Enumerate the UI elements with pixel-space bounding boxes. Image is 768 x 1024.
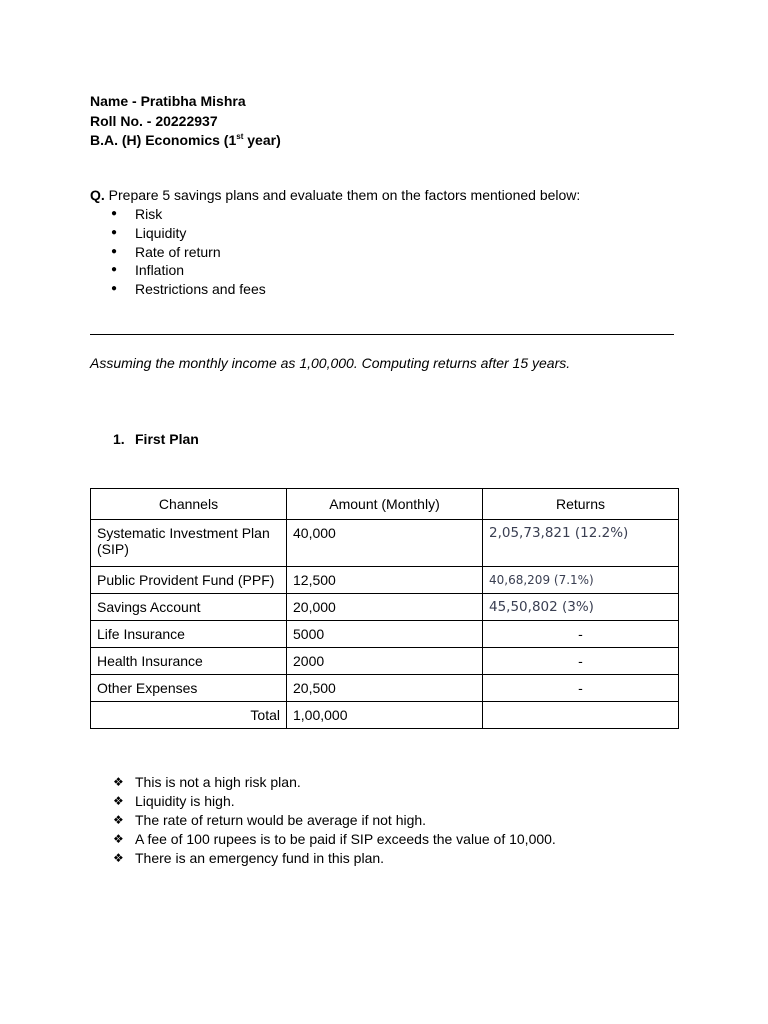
plan-title: First Plan — [135, 431, 199, 447]
plan-heading — [113, 431, 199, 447]
question-text — [90, 186, 580, 205]
student-header — [90, 92, 281, 151]
total-returns — [483, 702, 679, 729]
column-header-amount: Amount (Monthly) — [287, 489, 483, 520]
table-header-row — [91, 489, 679, 520]
table-row — [91, 520, 679, 567]
note-item: ❖ Liquidity is high. — [113, 792, 556, 811]
factor-list — [90, 205, 580, 299]
plan-number: 1. — [113, 431, 125, 447]
channel-cell: Health Insurance — [91, 648, 287, 675]
returns-cell: - — [483, 648, 679, 675]
note-item: ❖ There is an emergency fund in this plan. — [113, 849, 556, 868]
channel-cell: Other Expenses — [91, 675, 287, 702]
table-row — [91, 567, 679, 594]
note-item: ❖ This is not a high risk plan. — [113, 773, 556, 792]
channel-cell: Life Insurance — [91, 621, 287, 648]
total-label: Total — [91, 702, 287, 729]
amount-cell: 20,000 — [287, 594, 483, 621]
course-prefix: B.A. (H) Economics (1 — [90, 132, 237, 148]
assumption-text: Assuming the monthly income as 1,00,000. Computing returns after 15 years. — [90, 355, 571, 371]
returns-cell: - — [483, 675, 679, 702]
horizontal-divider — [90, 334, 674, 335]
table-row — [91, 648, 679, 675]
column-header-returns: Returns — [483, 489, 679, 520]
amount-cell: 12,500 — [287, 567, 483, 594]
total-row — [91, 702, 679, 729]
total-amount: 1,00,000 — [287, 702, 483, 729]
course-superscript: st — [236, 132, 244, 141]
question-block — [90, 186, 580, 299]
question-label: Q. — [90, 187, 105, 203]
table-row — [91, 675, 679, 702]
amount-cell: 5000 — [287, 621, 483, 648]
factor-item: ● Risk — [90, 205, 580, 224]
amount-cell: 20,500 — [287, 675, 483, 702]
evaluation-notes — [113, 773, 556, 868]
table-row — [91, 594, 679, 621]
channel-cell: Systematic Investment Plan (SIP) — [91, 520, 287, 567]
factor-item: ● Restrictions and fees — [90, 280, 580, 299]
channel-cell: Public Provident Fund (PPF) — [91, 567, 287, 594]
factor-item: ● Inflation — [90, 261, 580, 280]
returns-cell: 40,68,209 (7.1%) — [483, 567, 679, 594]
returns-cell: - — [483, 621, 679, 648]
note-item: ❖ The rate of return would be average if not high. — [113, 811, 556, 830]
amount-cell: 40,000 — [287, 520, 483, 567]
roll-number: Roll No. - 20222937 — [90, 112, 218, 129]
column-header-channels: Channels — [91, 489, 287, 520]
question-body: Prepare 5 savings plans and evaluate them on the factors mentioned below: — [104, 187, 581, 203]
channel-cell: Savings Account — [91, 594, 287, 621]
plan-table — [90, 488, 679, 729]
returns-cell: 45,50,802 (3%) — [483, 594, 679, 621]
student-name: Name - Pratibha Mishra — [90, 93, 246, 109]
table-row — [91, 621, 679, 648]
course — [90, 131, 281, 151]
amount-cell: 2000 — [287, 648, 483, 675]
factor-item: ● Liquidity — [90, 224, 580, 243]
course-suffix: year) — [243, 132, 281, 148]
note-item: ❖ A fee of 100 rupees is to be paid if SIP exceeds the value of 10,000. — [113, 830, 556, 849]
returns-cell: 2,05,73,821 (12.2%) — [483, 520, 679, 567]
factor-item: ● Rate of return — [90, 243, 580, 262]
